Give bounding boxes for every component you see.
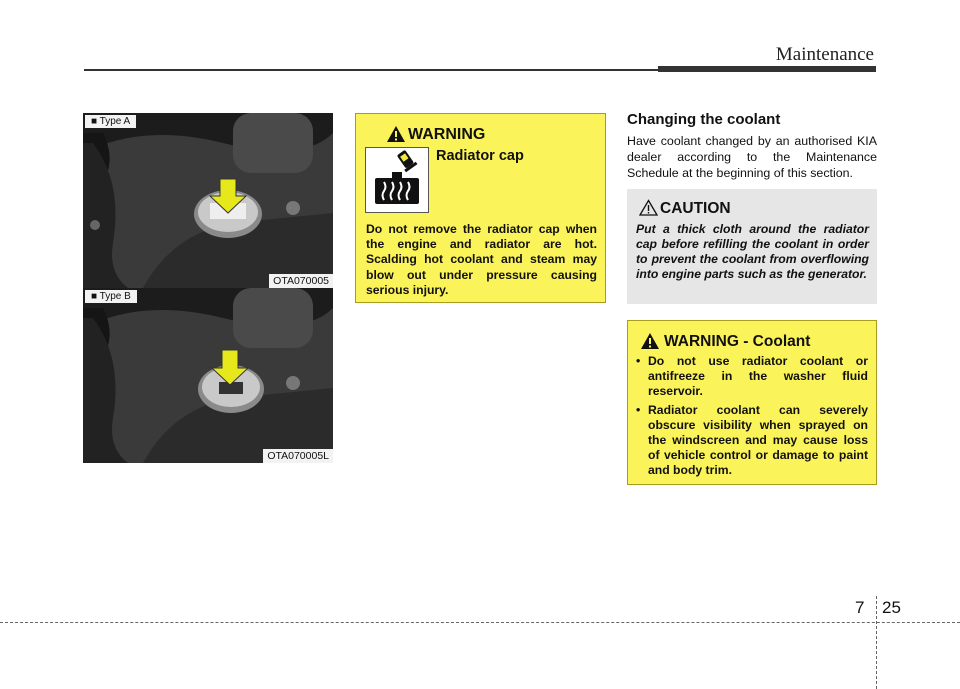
caution-triangle-icon — [639, 199, 658, 216]
header-accent-bar — [658, 66, 876, 72]
warning-body-text: Do not remove the radiator cap when the engine and radiator are hot. Scalding hot coolant and steam may blow out under pressure causing serious injury. — [366, 222, 597, 297]
section-body-text: Have coolant changed by an authorised KIA dealer according to the Maintenance Schedule at the beginning of this section. — [627, 134, 877, 180]
warning-radiator-cap-box — [355, 113, 606, 303]
warning-subheading: Radiator cap — [436, 148, 524, 164]
warning-coolant-heading: WARNING - Coolant — [664, 333, 811, 350]
footer-dashed-rule — [0, 622, 960, 623]
radiator-hot-symbol — [365, 147, 429, 213]
warning-triangle-icon — [386, 125, 406, 143]
footer-divider — [876, 596, 877, 689]
photo-code-label: OTA070005 — [269, 274, 333, 288]
hot-radiator-icon — [366, 148, 428, 212]
section-header-title: Maintenance — [775, 44, 874, 65]
warning-triangle-icon — [640, 332, 660, 350]
warning-heading: WARNING — [408, 126, 486, 143]
engine-photo-type-b — [83, 288, 333, 463]
photo-type-tag: ■ Type A — [85, 115, 136, 128]
page-number: 25 — [882, 598, 901, 617]
section-title: Changing the coolant — [627, 111, 781, 128]
warning-coolant-list — [636, 354, 868, 482]
list-item: • Do not use radiator coolant or antifreeze in the washer fluid reservoir. — [636, 354, 868, 399]
engine-photo-type-a — [83, 113, 333, 288]
chapter-number: 7 — [855, 598, 865, 617]
warning-coolant-box — [627, 320, 877, 485]
photo-type-tag: ■ Type B — [85, 290, 137, 303]
caution-box — [627, 189, 877, 304]
radiator-cap-photo-illustration — [83, 288, 333, 463]
photo-code-label: OTA070005L — [263, 449, 333, 463]
caution-heading: CAUTION — [660, 200, 731, 217]
list-item: • Radiator coolant can severely obscure visibility when sprayed on the windscreen and may cause loss of vehicle control or damage to paint and body trim. — [636, 402, 868, 478]
caution-body-text: Put a thick cloth around the radiator cap before refilling the coolant in order to prevent the coolant from overflowing into engine parts such as the generator. — [636, 222, 869, 281]
radiator-cap-photo-illustration — [83, 113, 333, 288]
